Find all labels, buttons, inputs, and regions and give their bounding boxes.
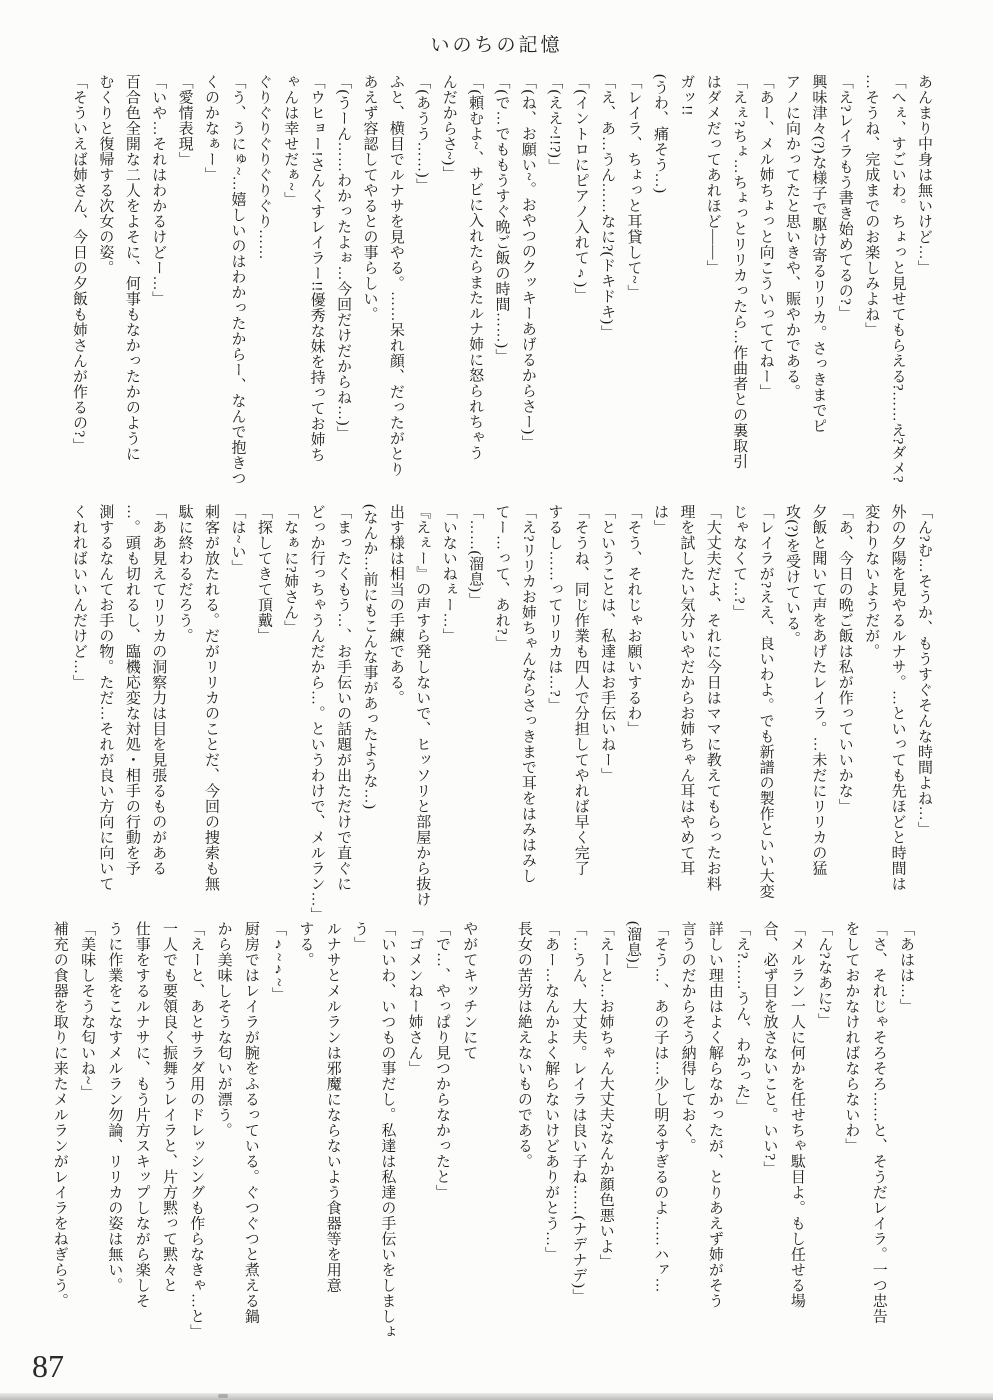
text-column: 「え?リリカお姉ちゃんならさっきまで耳をはみはみし bbox=[519, 504, 536, 884]
text-column: 「そうね、同じ作業も四人で分担してやれば早く完了 bbox=[572, 504, 589, 876]
text-column: 興味津々(?)な様子で駆け寄るリリカ。さっきまでピ bbox=[810, 74, 827, 434]
text-column: 外の夕陽を見やるルナサ。…といっても先ほどと時間は bbox=[889, 504, 906, 892]
text-column: むくりと復帰する次女の姿。 bbox=[97, 74, 114, 276]
text-column: (溜息)」 bbox=[625, 921, 642, 979]
text-column: ルナサとメルランは邪魔にならないよう食器等を用意 bbox=[324, 921, 341, 1293]
text-column: ガッ!! bbox=[678, 74, 695, 116]
text-column: (なんか…前にもこんな事があったような…) bbox=[361, 504, 378, 810]
text-column: んだからさ~)」 bbox=[440, 74, 457, 182]
text-column: 「(頼むよ~、サビに入れたらまたルナ姉に怒られちゃう bbox=[467, 74, 484, 461]
text-column: 「ゴメンねー姉さん」 bbox=[406, 921, 423, 1076]
text-column: 「(で…でももうすぐ晩ご飯の時間……)」 bbox=[493, 74, 510, 364]
text-column: は」 bbox=[651, 504, 668, 535]
text-column: 長女の苦労は絶えないものである。 bbox=[515, 921, 532, 1169]
text-column: ぐりぐりぐりぐりぐり…… bbox=[255, 74, 272, 260]
text-column: 出す様は相当の手練である。 bbox=[387, 504, 404, 706]
page-title: いのちの記憶 bbox=[430, 35, 563, 56]
text-column: てー…って、あれ?」 bbox=[493, 504, 510, 651]
text-column: 補充の食器を取りに来たメルランがレイラをねぎらう。 bbox=[51, 921, 68, 1309]
text-column: 「メルラン一人に何かを任せちゃ駄目よ。もし任せる場 bbox=[788, 921, 805, 1309]
text-band-top bbox=[66, 74, 937, 502]
text-column: 「大丈夫だよ、それに今日はママに教えてもらったお料 bbox=[704, 504, 721, 892]
text-column: 「ウヒョー!さんくすレイラー!!優秀な妹を持ってお姉ち bbox=[308, 74, 325, 463]
blank-column bbox=[482, 921, 509, 1353]
text-column: 「(イントロにピアノ入れて♪)」 bbox=[572, 74, 589, 303]
text-column: 「えーと…お姉ちゃん大丈夫?なんか顔色悪いよ」 bbox=[597, 921, 614, 1270]
text-column: 「(うーん……わかったよぉ…今回だけだからね…)」 bbox=[335, 74, 352, 442]
text-column: 「あ、今日の晩ご飯は私が作っていいかな」 bbox=[836, 504, 853, 814]
text-column: 「探してきて頂戴」 bbox=[255, 504, 272, 644]
text-column: (うわ、痛そう…) bbox=[651, 74, 668, 194]
text-column: 「え?……うん、わかった」 bbox=[734, 921, 751, 1115]
text-column: 「…うん、大丈夫。レイラは良い子ね……(ナデナデ)」 bbox=[570, 921, 587, 1304]
text-column: う」 bbox=[352, 921, 369, 952]
text-column: …そうね、完成までのお楽しみよね」 bbox=[863, 74, 880, 338]
text-column: やがてキッチンにて bbox=[461, 921, 478, 1061]
text-column: 言うのだからそう納得しておく。 bbox=[679, 921, 696, 1154]
text-column: 測するなんてお手の物。ただ…それが良い方向に向いて bbox=[97, 504, 114, 892]
text-column: 「あー…なんかよく解らないけどありがとう…」 bbox=[543, 921, 560, 1262]
text-column: 変わりないようだが。 bbox=[863, 504, 880, 659]
text-column: 合、必ず目を放さないこと。いい?」 bbox=[761, 921, 778, 1177]
text-column: 「(ね、お願い~。おやつのクッキーあげるからさー)」 bbox=[519, 74, 536, 451]
text-column: 「えぇ?ちょ…ちょっとリリカったら…作曲者との裏取引 bbox=[731, 74, 748, 469]
text-column: 「まったくもう…、お手伝いの話題が出ただけで直ぐに bbox=[335, 504, 352, 892]
text-column: 「愛情表現」 bbox=[176, 74, 193, 167]
text-column: 「いいわ、いつもの事だし。私達は私達の手伝いをしましょ bbox=[379, 921, 396, 1340]
text-column: 夕飯と聞いて声をあげたレイラ。…未だにリリカの猛 bbox=[810, 504, 827, 876]
text-column: はダメだってあれほど――」 bbox=[704, 74, 721, 276]
text-column: 「え、あ…うん……なに?(ドキドキ)」 bbox=[599, 74, 616, 341]
text-column: 「(あうう……)」 bbox=[414, 74, 431, 194]
text-column: をしておかなければならないわ」 bbox=[843, 921, 860, 1154]
text-column: する。 bbox=[297, 921, 314, 968]
text-column: くのかなぁー」 bbox=[203, 74, 220, 183]
text-column: どっか行っちゃうんだから…。というわけで、メルラン…」 bbox=[308, 504, 325, 923]
scan-artifact bbox=[218, 1394, 228, 1398]
text-column: 「そう…、あの子は…少し明るすぎるのよ……ハァ… bbox=[652, 921, 669, 1293]
text-column: 「で…、やっぱり見つからなかったと」 bbox=[433, 921, 450, 1200]
text-column: 「(ええ~!!?)」 bbox=[546, 74, 563, 174]
text-column: 「ということは、私達はお手伝いねー」 bbox=[599, 504, 616, 783]
text-column: あえず容認してやるとの事らしい。 bbox=[361, 74, 378, 322]
page-number: 87 bbox=[32, 1348, 64, 1384]
text-column: 仕事をするルナサに、もう片方スキップしながら楽しそ bbox=[133, 921, 150, 1309]
text-column: 一人でも要領良く振舞うレイラと、片方黙って黙々と bbox=[160, 921, 177, 1293]
text-column: じゃなくて…?」 bbox=[731, 504, 748, 620]
text-column: 駄に終わるだろう。 bbox=[176, 504, 193, 644]
text-column: 「へぇ、すごいわ。ちょっと見せてもらえる?……え?ダメ? bbox=[889, 74, 906, 483]
text-column: 「さ、それじゃそろそろ……と、そうだレイラ。一つ忠告 bbox=[870, 921, 887, 1324]
text-column: 百合色全開な二人をよそに、何事もなかったかのように bbox=[123, 74, 140, 462]
text-column: 「ん?なあに?」 bbox=[816, 921, 833, 1029]
text-column: 「美味しそうな匂いね~」 bbox=[79, 921, 96, 1101]
text-column: 攻(?)を受けている。 bbox=[783, 504, 800, 647]
text-column: 「なぁに?姉さん」 bbox=[282, 504, 299, 636]
text-column: から美味しそうな匂いが漂う。 bbox=[215, 921, 232, 1138]
text-column: 「あー、メル姉ちょっと向こういっててねー」 bbox=[757, 74, 774, 400]
text-column: 「いや…それはわかるけどー…」 bbox=[150, 74, 167, 307]
text-column: ふと、横目でルナサを見やる。……呆れ顔、だったがとり bbox=[387, 74, 404, 477]
text-column: 「う、うにゅ~…嬉しいのはわかったからー、なんで抱きつ bbox=[229, 74, 246, 486]
text-column: 「ん?む…そうか、もうすぐそんな時間よね…」 bbox=[916, 504, 932, 837]
text-column: 「……(溜息)」 bbox=[467, 504, 484, 608]
text-band-bottom bbox=[46, 921, 920, 1353]
text-column: 厨房ではレイラが腕をふるっている。ぐつぐつと煮える鍋 bbox=[242, 921, 259, 1324]
text-column: 刺客が放たれる。だがリリカのことだ、今回の捜索も無 bbox=[203, 504, 220, 892]
text-band-middle bbox=[66, 504, 937, 922]
text-column: 「あはは…」 bbox=[898, 921, 914, 1014]
text-column: 「♪~♪~」 bbox=[270, 921, 287, 1003]
text-column: 「そういえば姉さん、今日の夕飯も姉さんが作るの?」 bbox=[71, 74, 87, 454]
text-column: 「そう、それじゃお願いするわ」 bbox=[625, 504, 642, 737]
text-column: 「いないねぇー…」 bbox=[440, 504, 457, 644]
text-column: 「レイラが?ええ、良いわよ。でも新譜の製作といい大変 bbox=[757, 504, 774, 899]
text-column: うに作業をこなすメルラン勿論、リリカの姿は無い。 bbox=[106, 921, 123, 1293]
text-column: アノに向かってたと思いきや、賑やかである。 bbox=[783, 74, 800, 400]
text-column: 「え?レイラもう書き始めてるの?」 bbox=[836, 74, 853, 321]
text-column: 理を試したい気分いやだからお姉ちゃん耳はやめて耳 bbox=[678, 504, 695, 876]
text-column: 『えぇー』の声すら発しないで、ヒッソリと部屋から抜け bbox=[414, 504, 431, 907]
text-column: 「えーと、あとサラダ用のドレッシングも作らなきゃ…と」 bbox=[188, 921, 205, 1340]
text-column: くれればいいんだけど…」 bbox=[71, 504, 87, 690]
text-column: 「レイラ、ちょっと耳貸して~」 bbox=[625, 74, 642, 300]
text-column: 「は~い」 bbox=[229, 504, 246, 575]
text-column: 「ああ見えてリリカの洞察力は目を見張るものがある bbox=[150, 504, 167, 876]
text-column: あんまり中身は無いけど…」 bbox=[916, 74, 932, 276]
text-column: …。頭も切れるし、臨機応変な対処・相手の行動を予 bbox=[123, 504, 140, 876]
text-column: ゃんは幸せだぁ~」 bbox=[282, 74, 299, 207]
text-column: するし……ってリリカは…?」 bbox=[546, 504, 563, 713]
scan-edge bbox=[0, 1393, 993, 1400]
text-column: 詳しい理由はよく解らなかったが、とりあえず姉がそう bbox=[706, 921, 723, 1309]
